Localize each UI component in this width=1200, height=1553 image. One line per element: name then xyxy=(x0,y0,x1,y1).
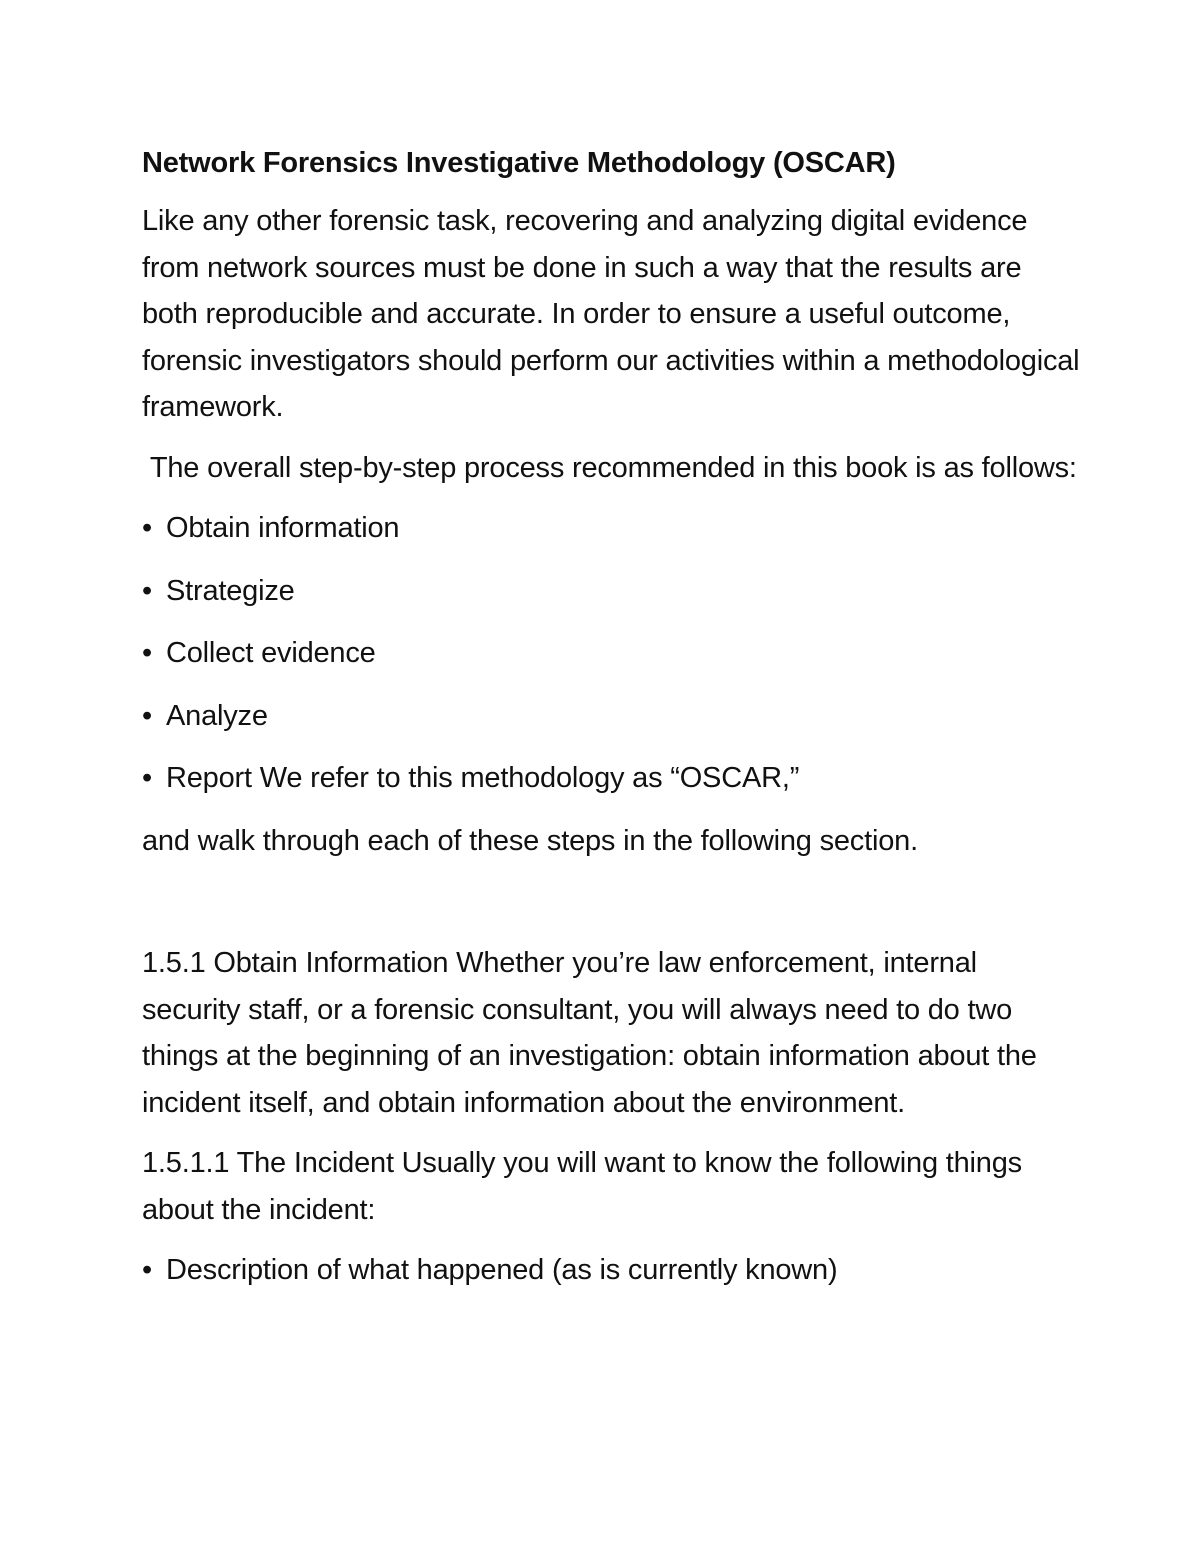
list-item-description xyxy=(142,1247,1082,1294)
list-item-text: Obtain information xyxy=(166,512,400,544)
document-title: Network Forensics Investigative Methodology (OSCAR) xyxy=(142,147,896,179)
intro-paragraph: Like any other forensic task, recovering and analyzing digital evidence from network sources must be done in such a way that the results are both reproducible and accurate. In order to ensure a useful outcome, forensic investigators should perform our activities within a methodological framework. xyxy=(142,205,1080,423)
list-item-text: Analyze xyxy=(166,699,268,732)
list-item-collect-evidence xyxy=(142,630,1082,677)
list-item-text: Description of what happened (as is currently known) xyxy=(166,1254,838,1286)
list-item-strategize xyxy=(142,568,1082,615)
list-item-text: Collect evidence xyxy=(166,637,376,669)
bullet-icon: • xyxy=(142,574,152,607)
bullet-icon: • xyxy=(142,637,152,669)
list-item-text: Report We refer to this methodology as “OSCAR,” xyxy=(166,762,800,794)
list-item-text: Strategize xyxy=(166,574,295,607)
list-item-analyze xyxy=(142,693,1082,740)
list-item-obtain-information xyxy=(142,505,1082,552)
paragraph-spacer xyxy=(142,878,1082,940)
section-incident: 1.5.1.1 The Incident Usually you will want to know the following things about the incident: xyxy=(142,1147,1022,1226)
bullet-icon: • xyxy=(142,699,152,732)
bullet-icon: • xyxy=(142,1254,152,1286)
document-body xyxy=(142,140,1082,1310)
section-obtain-information: 1.5.1 Obtain Information Whether you’re law enforcement, internal security staff, or a forensic consultant, you will always need to do two things at the beginning of an investigation: obtain information about the incident itself, and obtain information about the environment. xyxy=(142,947,1037,1119)
list-item-report xyxy=(142,755,1082,802)
process-paragraph: The overall step-by-step process recommended in this book is as follows: xyxy=(142,451,1077,484)
bullet-icon: • xyxy=(142,512,152,544)
bullet-icon: • xyxy=(142,762,152,794)
walkthrough-paragraph: and walk through each of these steps in the following section. xyxy=(142,824,918,857)
